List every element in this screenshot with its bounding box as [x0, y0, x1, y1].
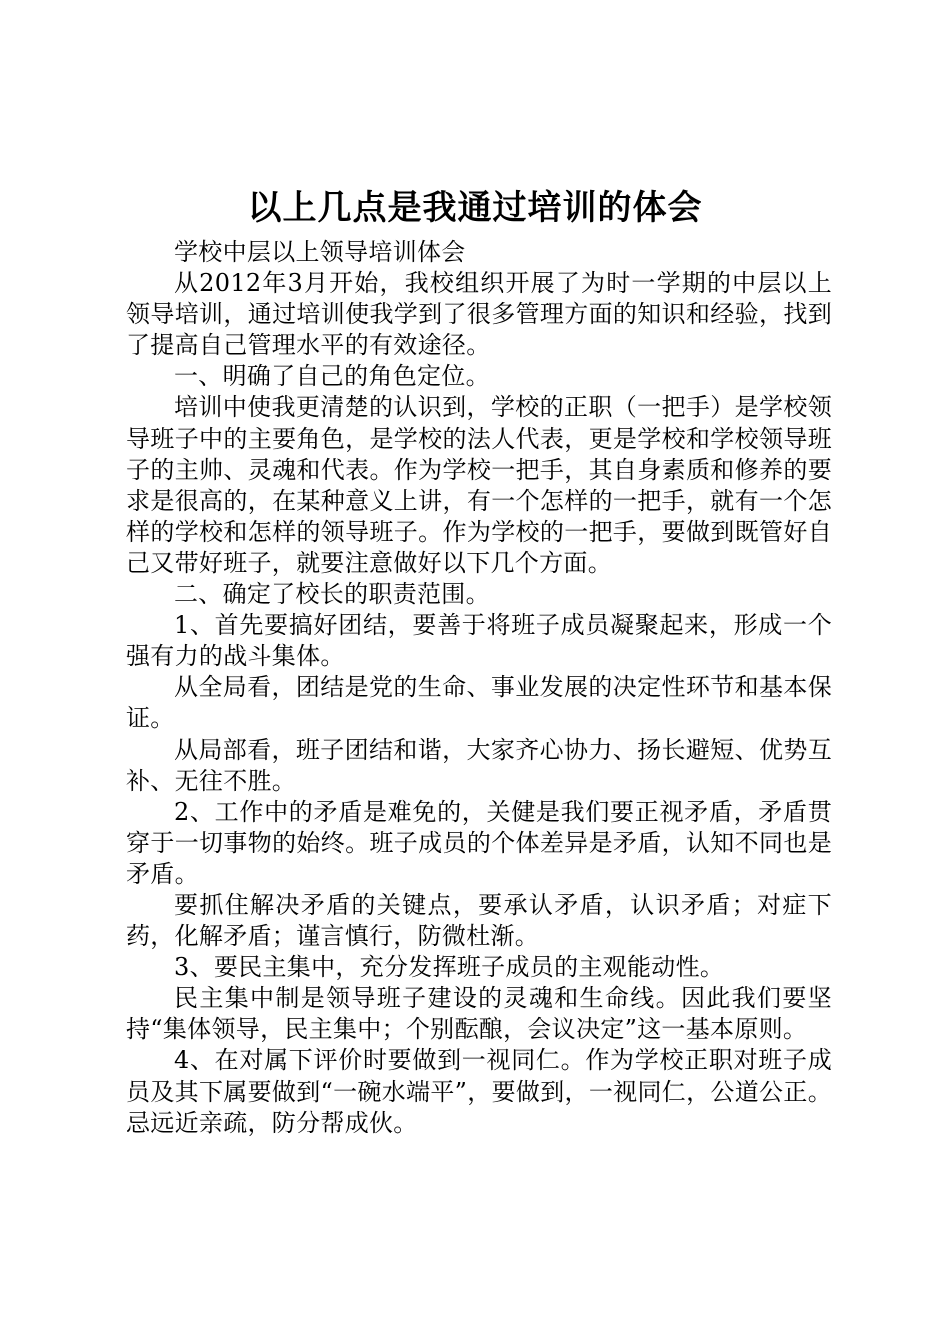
body-paragraph: 3、要民主集中，充分发挥班子成员的主观能动性。: [174, 953, 725, 982]
document-body: [126, 237, 832, 1139]
body-paragraph: 培训中使我更清楚的认识到，学校的正职（一把手）是学校领导班子中的主要角色，是学校的法人代表，更是学校和学校领导班子的主帅、灵魂和代表。作为学校一把手，其自身素质和修养的要求是很高的，在某种意义上讲，有一个怎样的一把手，就有一个怎样的学校和怎样的领导班子。作为学校的一把手，要做到既管好自己又带好班子，就要注意做好以下几个方面。: [126, 393, 832, 577]
section-heading: 一、明确了自己的角色定位。: [174, 362, 490, 391]
body-paragraph: 从2012年3月开始，我校组织开展了为时一学期的中层以上领导培训，通过培训使我学到了很多管理方面的知识和经验，找到了提高自己管理水平的有效途径。: [126, 269, 832, 360]
subtitle-paragraph: 学校中层以上领导培训体会: [174, 238, 466, 266]
body-paragraph: 要抓住解决矛盾的关键点，要承认矛盾，认识矛盾；对症下药，化解矛盾；谨言慎行，防微杜渐。: [126, 890, 832, 951]
body-paragraph: 1、首先要搞好团结，要善于将班子成员凝聚起来，形成一个强有力的战斗集体。: [126, 611, 832, 671]
body-paragraph: 4、在对属下评价时要做到一视同仁。作为学校正职对班子成员及其下属要做到“一碗水端平”，要做到，一视同仁，公道公正。忌远近亲疏，防分帮成伙。: [126, 1046, 832, 1137]
body-paragraph: 从全局看，团结是党的生命、事业发展的决定性环节和基本保证。: [126, 673, 832, 733]
document-title: 以上几点是我通过培训的体会: [247, 188, 703, 228]
body-paragraph: 民主集中制是领导班子建设的灵魂和生命线。因此我们要坚持“集体领导，民主集中；个别酝酿，会议决定”这一基本原则。: [126, 984, 832, 1044]
body-paragraph: 从局部看，班子团结和谐，大家齐心协力、扬长避短、优势互补、无往不胜。: [126, 735, 832, 795]
body-paragraph: 2、工作中的矛盾是难免的，关健是我们要正视矛盾，矛盾贯穿于一切事物的始终。班子成员的个体差异是矛盾，认知不同也是矛盾。: [126, 797, 832, 888]
section-heading: 二、确定了校长的职责范围。: [174, 580, 490, 609]
